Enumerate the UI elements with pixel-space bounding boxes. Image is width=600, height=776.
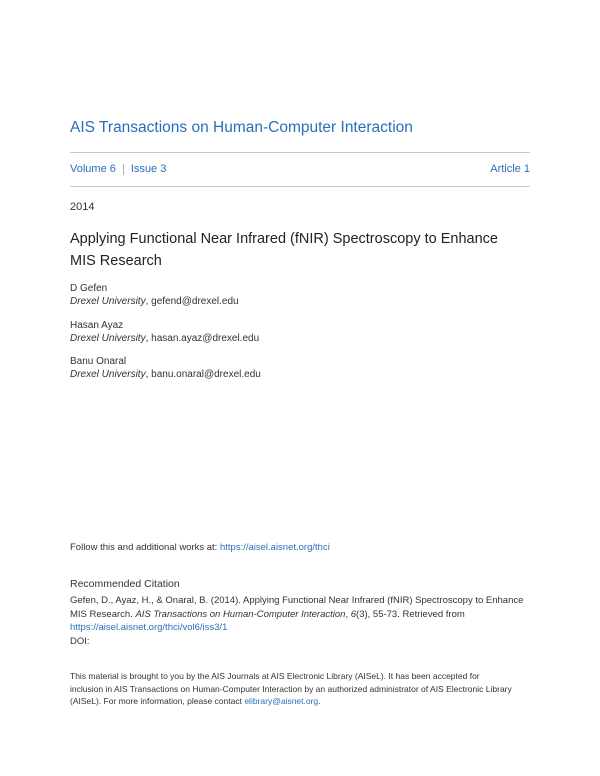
follow-link[interactable]: https://aisel.aisnet.org/thci xyxy=(219,542,330,553)
issue-separator xyxy=(123,164,124,175)
author-affiliation: Drexel University, hasan.ayaz@drexel.edu xyxy=(70,333,260,344)
article-link[interactable]: Article 1 xyxy=(490,163,530,175)
paper-title xyxy=(70,228,540,272)
footer-email-link[interactable]: elibrary@aisnet.org xyxy=(244,696,319,706)
recommended-citation-heading: Recommended Citation xyxy=(70,578,180,590)
citation-volume: 6 xyxy=(350,608,357,620)
author-name: Hasan Ayaz xyxy=(70,320,124,331)
volume-link[interactable]: Volume 6 xyxy=(70,163,116,175)
author-entry xyxy=(70,356,261,381)
author-name: Banu Onaral xyxy=(70,356,127,367)
citation-comma: , xyxy=(345,608,351,620)
footer-line-1: This material is brought to you by the AIS Journals at AIS Electronic Library (AISeL). It has been accepted for xyxy=(70,671,480,681)
footer-line-2: inclusion in AIS Transactions on Human-Computer Interaction by an authorized administrator of AIS Electronic Library xyxy=(70,683,512,694)
follow-text: Follow this and additional works at: xyxy=(70,542,220,553)
divider-bottom xyxy=(70,186,530,187)
citation-doi: DOI: xyxy=(70,635,90,647)
author-institution: Drexel University xyxy=(70,333,146,344)
footer-period: . xyxy=(318,696,321,706)
divider-top xyxy=(70,152,530,153)
author-institution: Drexel University xyxy=(70,296,146,307)
follow-works xyxy=(70,542,330,553)
citation-line-1: Gefen, D., Ayaz, H., & Onaral, B. (2014). Applying Functional Near Infrared (fNIR) Spectroscopy to Enhance xyxy=(70,595,524,606)
paper-title-line-1: Applying Functional Near Infrared (fNIR) Spectroscopy to Enhance xyxy=(70,231,498,247)
author-entry xyxy=(70,320,259,345)
author-name: D Gefen xyxy=(70,283,108,294)
footer-contact-text: (AISeL). For more information, please contact xyxy=(70,696,245,706)
journal-title-link[interactable]: AIS Transactions on Human-Computer Interaction xyxy=(70,119,413,136)
citation-url-link[interactable]: https://aisel.aisnet.org/thci/vol6/iss3/1 xyxy=(70,622,228,633)
author-email[interactable]: hasan.ayaz@drexel.edu xyxy=(151,333,260,344)
author-institution: Drexel University xyxy=(70,369,146,380)
publication-year: 2014 xyxy=(70,201,95,213)
issue-nav xyxy=(70,163,530,175)
author-entry xyxy=(70,283,239,308)
author-affiliation: Drexel University, gefend@drexel.edu xyxy=(70,296,239,307)
citation-journal: AIS Transactions on Human-Computer Interaction xyxy=(135,608,346,620)
footer-line-3 xyxy=(70,695,540,708)
author-email[interactable]: gefend@drexel.edu xyxy=(151,296,239,307)
paper-title-line-2: MIS Research xyxy=(70,253,162,269)
author-email[interactable]: banu.onaral@drexel.edu xyxy=(151,369,261,380)
issue-link[interactable]: Issue 3 xyxy=(130,163,167,175)
author-affiliation: Drexel University, banu.onaral@drexel.edu xyxy=(70,369,261,380)
citation-pages: (3), 55-73. Retrieved from xyxy=(356,608,465,620)
citation-title-end: MIS Research. xyxy=(70,608,136,620)
citation-line-2 xyxy=(70,608,540,622)
footer-notice xyxy=(70,670,540,708)
citation-block xyxy=(70,594,540,648)
